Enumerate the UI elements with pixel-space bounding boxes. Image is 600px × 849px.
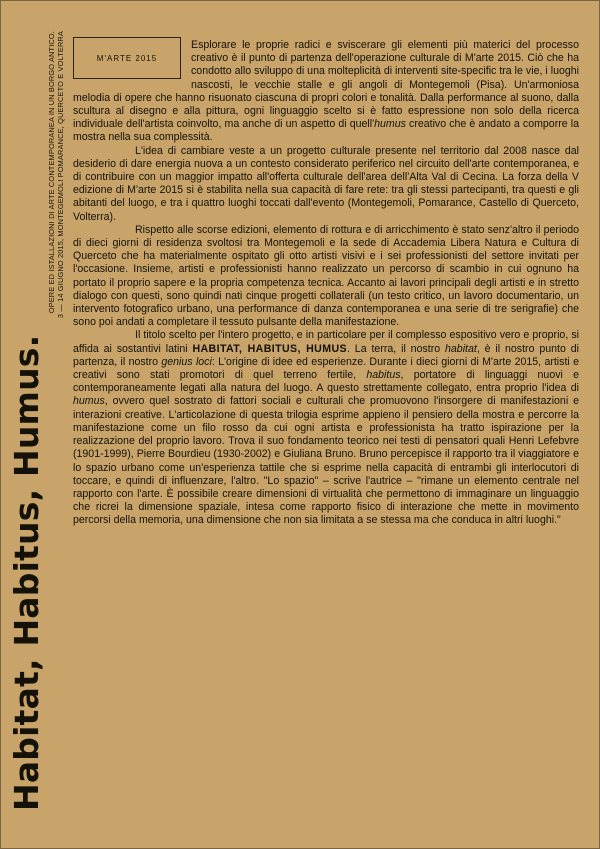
article-body xyxy=(73,39,579,528)
spine-subtitle xyxy=(47,31,71,811)
paragraph-2: L'idea di cambiare veste a un progetto culturale presente nel territorio dal 2008 nasce dal desiderio di dare energia nuova a un contesto considerato periferico nel circuito dell'arte contemporanea, e di contribuire con un maggior impatto all'offerta culturale dell'area dell'Alta Val di Cecina. La forza della V edizione di M'arte 2015 si è stabilita nella sua capacità di fare rete: tra gli stessi partecipanti, tra questi e gli abitanti del luogo, e tra i quattro luoghi toccati dall'evento (Montegemoli, Pomarance, Castello di Querceto, Volterra). xyxy=(73,144,579,223)
p1-italic: humus xyxy=(374,118,406,131)
paragraph-3: Rispetto alle scorse edizioni, elemento di rottura e di arricchimento è stato senz'altro il periodo di dieci giorni di residenza svoltosi tra Montegemoli e la sede di Accademia Libera Natura e Cultura di Querceto che ha materialmente ospitato gli otto artisti visivi e i sei professionisti del settore invitati per l'occasione. Insieme, artisti e professionisti hanno realizzato un percorso di scambio in cui ognuno ha portato il proprio sapere e la propria competenza tecnica. Accanto ai lavori principali degli artisti e in stretto dialogo con questi, sono quindi nati cinque progetti collaterali (un testo critico, un lavoro documentario, un intervento fotografico urbano, una performance di danza contemporanea e una serie di tre serigrafie) che sono poi andati a completare il tessuto pulsante della manifestazione. xyxy=(73,223,579,329)
spine-subtitle-line-2: 3 — 14 GIUGNO 2015, MONTEGEMOLI POMARANCE, QUERCETO E VOLTERRA xyxy=(56,31,65,319)
badge-spacer xyxy=(73,39,191,83)
p4-d: , portatore di linguaggi nuovi e contemporaneamente legati alla natura del luogo. A questo strettamente collegato, entra proprio l'idea di xyxy=(73,369,580,395)
p4-italic-2: genius loci xyxy=(161,355,212,368)
p4-italic-1: habitat xyxy=(445,342,477,355)
p4-b: , è il nostro punto di partenza, il nostro xyxy=(73,342,579,368)
p4-e: , ovvero quel sostrato di fattori sociali e culturali che promuovono l'insorgere di manifestazioni e interazioni creative. L'articolazione di questa trilogia esprime appieno il pensiero della mostra e percorre la manifestazione come un filo rosso da cui ogni artista e professionista ha tratto ispirazione per la realizzazione del proprio lavoro. Trova il suo fondamento teorico nei testi di pensatori quali Henri Lefebvre (1901-1999), Pierre Bourdieu (1930-2002) e Giuliana Bruno. Bruno percepisce il rapporto tra il viaggiatore e lo spazio urbano come un'esperienza tattile che si esprime nella capacità di entrambi gli interlocutori di toccare, e quindi di influenzare, l'altro. "Lo spazio" – scrive l'autrice – "rimane un elemento centrale nel rapporto con l'arte. È possibile creare dimensioni di virtualità che permettono di immaginare un linguaggio che ricrei la dimensione spaziale, intesa come rapporto fisico di interazione che mette in movimento percorsi della memoria, una dimensione che non sia limitata a se stessa ma che conduca in altri luoghi." xyxy=(73,395,579,527)
p4-bold-terms: HABITAT, HABITUS, HUMUS xyxy=(192,342,347,355)
p4-a: . La terra, il nostro xyxy=(346,342,446,355)
p1-end: creativo che è andato a comporre la mostra nella sua complessità. xyxy=(73,118,579,144)
p4-c: : L'origine di idee ed esperienze. Durante i dieci giorni di M'arte 2015, artisti e creativi sono stati promotori di quel terreno fertile, xyxy=(73,355,579,382)
spine-title: Habitat, Habitus, Humus. xyxy=(7,334,46,811)
p4-italic-3: habitus xyxy=(366,369,401,382)
p1-text: Esplorare le proprie radici e sviscerare gli elementi più materici del processo creativo è il punto di partenza dell'operazione culturale di M'arte 2015. Ciò che ha condotto allo sviluppo di una molteplicità di interventi site-specific tra le vie, i luoghi nascosti, le vecchie stalle e gli angoli di Montegemoli (Pisa). Un'armoniosa melodia di opere che hanno risuonato ciascuna di propri colori e tonalità. Dalla performance al suono, dalla scultura al disegno e alla pittura, ogni linguaggio scelto si è fatto espressione non solo della ricerca individuale dell'artista coinvolto, ma anche di un aspetto di quell' xyxy=(73,39,579,131)
p4-italic-4: humus xyxy=(73,395,105,408)
edition-badge: M'ARTE 2015 xyxy=(73,37,181,79)
spine xyxy=(5,31,69,811)
spine-subtitle-line-1: OPERE ED ISTALLAZIONI DI ARTE CONTEMPORANEA IN UN BORGO ANTICO. xyxy=(47,31,56,314)
paragraph-4 xyxy=(73,329,579,527)
p4-start: Il titolo scelto per l'intero progetto, e in particolare per il complesso espositivo vero e proprio, si affida ai sostantivi latini xyxy=(73,329,579,355)
